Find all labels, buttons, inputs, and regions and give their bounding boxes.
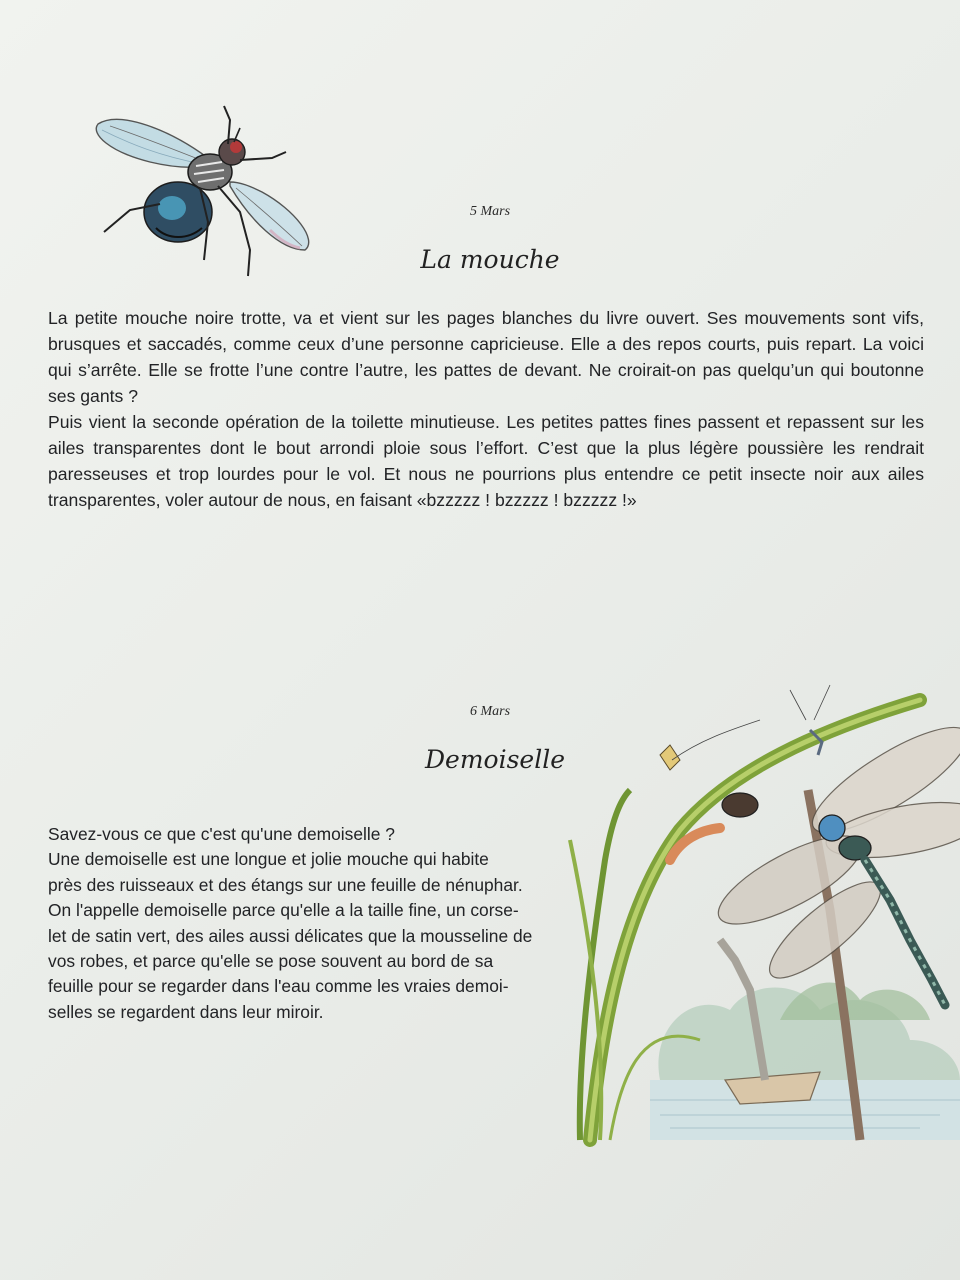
entry-title: Demoiselle: [424, 745, 565, 774]
paragraph: La petite mouche noire trotte, va et vient sur les pages blanches du livre ouvert. Ses mouvements sont vifs, brusques et saccadés, comme ceux d’une personne capricieuse. Elle a des repos courts, puis repart. La voici qui s’arrête. Elle se frotte l’une contre l’autre, les pattes de devant. Ne croirait-on pas quelqu’un qui boutonne ses gants ?: [48, 308, 924, 406]
text-line: Savez-vous ce que c'est qu'une demoiselle ?: [48, 824, 395, 844]
text-line: près des ruisseaux et des étangs sur une feuille de nénuphar.: [48, 874, 523, 895]
text-line: vos robes, et parce qu'elle se pose souvent au bord de sa: [48, 951, 494, 972]
paragraph: Puis vient la seconde opération de la toilette minutieuse. Les petites pattes fines passent et repassent sur les ailes transparentes dont le bout arrondi ploie sous l’effort. C’est que la plus légère poussière les rendrait paresseuses et trop lourdes pour le vol. Et nous ne pourrions plus entendre ce petit insecte noir aux ailes transparentes, voler autour de nous, en faisant «bzzzzz ! bzzzzz ! bzzzzz !»: [48, 412, 924, 510]
entry-body: [48, 822, 568, 1025]
entry-date: 6 Mars: [469, 704, 511, 719]
entry-body: [48, 305, 924, 513]
text-line: let de satin vert, des ailes aussi délicates que la mousseline de: [48, 925, 533, 946]
fly-illustration-icon: [90, 100, 320, 290]
entry-title: La mouche: [420, 245, 560, 274]
text-line: Une demoiselle est une longue et jolie mouche qui habite: [48, 849, 489, 870]
dragonfly-pond-illustration-icon: [560, 660, 960, 1160]
text-line: feuille pour se regarder dans l'eau comme les vraies demoi-: [48, 976, 509, 997]
text-line: On l'appelle demoiselle parce qu'elle a la taille fine, un corse-: [48, 900, 519, 921]
entry-date: 5 Mars: [469, 204, 511, 219]
text-line: selles se regardent dans leur miroir.: [48, 1001, 324, 1022]
